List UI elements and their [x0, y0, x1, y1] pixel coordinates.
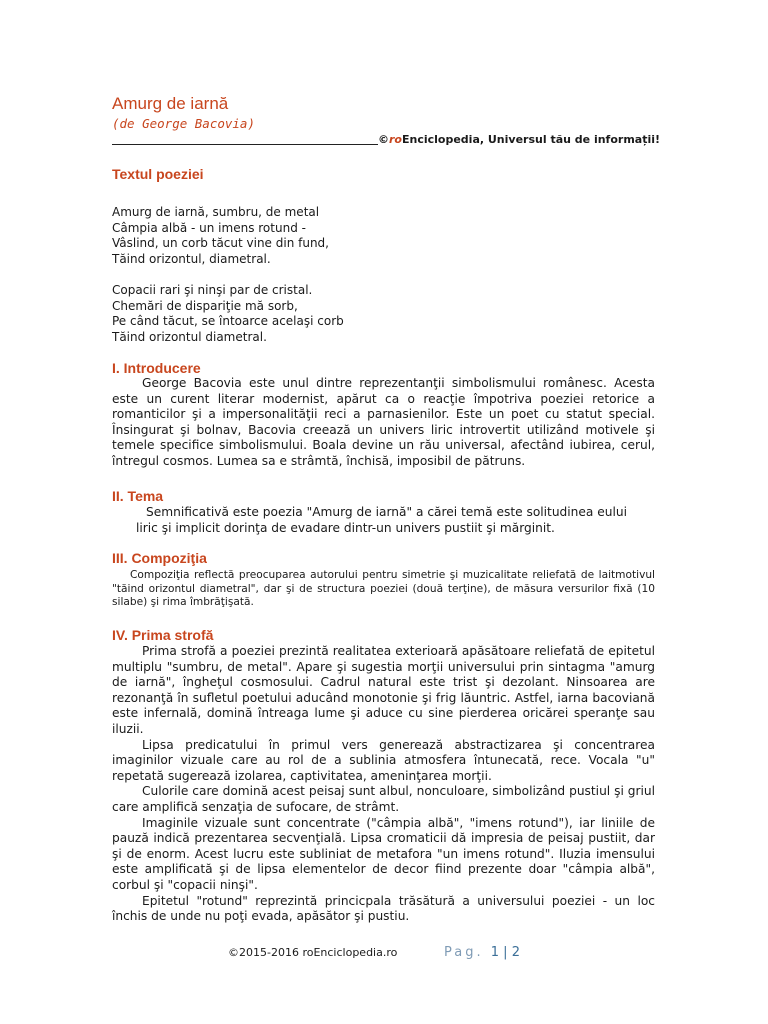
- verse-line: Vâslind, un corb tăcut vine din fund,: [112, 236, 329, 250]
- verse-line: Tăind orizontul diametral.: [112, 329, 267, 344]
- paragraph-text: Prima strofă a poeziei prezintă realitatea exterioară apăsătoare reliefată de epitetul multiplu "sumbru, de metal". Apare şi sugestia morţii universului prin sintagma "amurg de iarnă", îngheţul cosmosului. Cadrul natural este trist şi dezolant. Ninsoarea are rezonanţă în sufletul poetului aducând monotonie şi frig lăuntric. Astfel, iarna bacoviană este infernală, domină întreaga lume şi aduce cu sine pierderea oricărei speranţe sau iluzii.: [112, 644, 655, 736]
- paragraph-line: liric şi implicit dorinţa de evadare dintr-un univers pustiit şi mărginit.: [136, 520, 555, 535]
- paragraph-text: Imaginile vizuale sunt concentrate ("câmpia albă", "imens rotund"), iar liniile de pauză indică prezentarea secvenţială. Lipsa cromaticii dă impresia de peisaj pustiit, dar şi de enorm. Acest lucru este subliniat de metafora "un imens rotund". Iluzia imensului este amplificată şi de lipsa elementelor de decor fiind prezente doar "câmpia albă", corbul şi "copacii ninşi".: [112, 815, 655, 892]
- page-label: Pag.: [444, 945, 484, 960]
- prima-strofa-body: [112, 644, 655, 925]
- total-pages: 2: [511, 945, 520, 960]
- heading-prima-strofa: IV. Prima strofă: [112, 627, 214, 643]
- page-indicator: [444, 945, 520, 960]
- heading-compozitia: III. Compoziţia: [112, 550, 207, 566]
- paragraph-text: Culorile care domină acest peisaj sunt albul, nonculoare, simbolizând pustiul şi griul care amplifică senzaţia de sufocare, de strâmt.: [112, 784, 655, 814]
- document-subtitle: (de George Bacovia): [112, 116, 255, 131]
- page-number: 1: [490, 945, 500, 960]
- compozitia-paragraph: [112, 569, 655, 610]
- footer-copyright: ©2015-2016 roEnciclopedia.ro: [228, 946, 398, 959]
- brand-line: [112, 133, 661, 146]
- paragraph-text: Epitetul "rotund" reprezintă princicpala trăsătură a universului poeziei - un loc închis de unde nu poţi evada, apăsător şi pustiu.: [112, 893, 655, 924]
- verse-line: Tăind orizontul, diametral.: [112, 251, 271, 266]
- paragraph-line: Semnificativă este poezia "Amurg de iarnă" a cărei temă este solitudinea eului: [146, 505, 627, 519]
- copyright-mark: ©: [378, 133, 389, 146]
- heading-tema: II. Tema: [112, 488, 164, 504]
- underline-rule: [112, 133, 378, 145]
- brand-ro: ro: [389, 133, 402, 146]
- document-title: Amurg de iarnă: [112, 94, 229, 113]
- paragraph-text: Compoziţia reflectă preocuparea autorului pentru simetrie şi muzicalitate reliefată de laitmotivul "tăind orizontul diametral", dar şi de structura poeziei (două terţine), de măsura versurilor fixă (10 silabe) şi rima îmbrăţişată.: [112, 569, 655, 609]
- brand-tagline: Enciclopedia, Universul tău de informații!: [401, 133, 661, 146]
- paragraph-text: Lipsa predicatului în primul vers generează abstractizarea şi concentrarea imaginilor vizuale care au rol de a sublinia atmosfera întunecată, rece. Vocala "u" repetată sugerează izolarea, captivitatea, ameninţarea morţii.: [112, 737, 655, 783]
- verse-line: Copacii rari şi ninşi par de cristal.: [112, 283, 313, 297]
- verse-line: Câmpia albă - un imens rotund -: [112, 220, 306, 235]
- verse-line: Pe când tăcut, se întoarce acelaşi corb: [112, 314, 344, 328]
- verse-line: Chemări de dispariţie mă sorb,: [112, 298, 298, 313]
- stanza-2: [112, 283, 344, 345]
- stanza-1: [112, 205, 329, 267]
- tema-paragraph: [112, 505, 655, 536]
- page-separator: |: [503, 945, 508, 960]
- verse-line: Amurg de iarnă, sumbru, de metal: [112, 205, 320, 219]
- heading-introducere: I. Introducere: [112, 360, 201, 376]
- intro-paragraph: [112, 376, 655, 470]
- heading-text-poem: Textul poeziei: [112, 166, 204, 182]
- paragraph-text: George Bacovia este unul dintre reprezentanţii simbolismului românesc. Acesta este un curent literar modernist, apărut ca o reacţie împotriva poeziei retorice a romanticilor şi a impersonalităţii reci a parnasienilor. Este un poet cu statut special. Însingurat şi bolnav, Bacovia creează un univers liric introvertit utilizând motivele şi temele specifice simbolismului. Boala devine un rău universal, afectând iubirea, cerul, întregul cosmos. Lumea sa e strâmtă, închisă, imposibil de pătruns.: [112, 376, 655, 468]
